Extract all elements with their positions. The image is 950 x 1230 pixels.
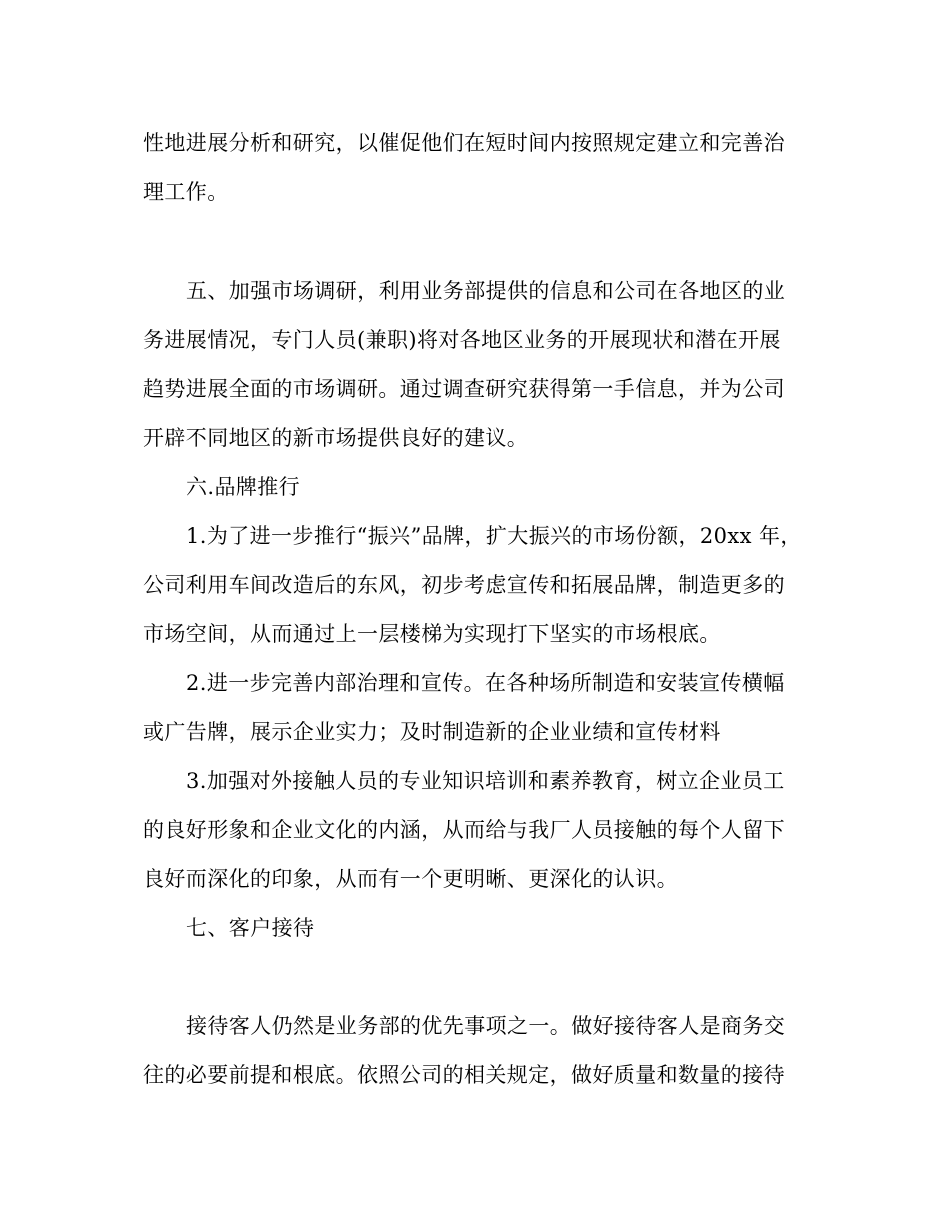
- section-five-line: 五、加强市场调研，利用业务部提供的信息和公司在各地区的业: [186, 279, 786, 303]
- reception-paragraph-line: 接待客人仍然是业务部的优先事项之一。做好接待客人是商务交: [186, 1014, 786, 1038]
- paragraph-line: 理工作。: [143, 180, 229, 204]
- paragraph-line: 务进展情况，专门人员(兼职)将对各地区业务的开展现状和潜在开展: [143, 328, 781, 352]
- paragraph-line: 开辟不同地区的新市场提供良好的建议。: [143, 426, 529, 450]
- item-3-line: 3.加强对外接触人员的专业知识培训和素养教育，树立企业员工: [186, 769, 785, 793]
- item-1-line: 1.为了进一步推行“振兴”品牌，扩大振兴的市场份额，20xx 年，: [186, 524, 802, 548]
- paragraph-line: 往的必要前提和根底。依照公司的相关规定，做好质量和数量的接待: [143, 1063, 785, 1087]
- paragraph-line: 的良好形象和企业文化的内涵，从而给与我厂人员接触的每个人留下: [143, 818, 785, 842]
- item-2-line: 2.进一步完善内部治理和宣传。在各种场所制造和安装宣传横幅: [186, 671, 785, 695]
- section-seven-heading: 七、客户接待: [186, 916, 315, 940]
- paragraph-line: 良好而深化的印象，从而有一个更明晰、更深化的认识。: [143, 867, 678, 891]
- paragraph-line: 性地进展分析和研究，以催促他们在短时间内按照规定建立和完善治: [143, 131, 785, 155]
- paragraph-line: 或广告牌，展示企业实力；及时制造新的企业业绩和宣传材料: [143, 720, 721, 744]
- paragraph-line: 趋势进展全面的市场调研。通过调查研究获得第一手信息，并为公司: [143, 377, 785, 401]
- paragraph-line: 市场空间，从而通过上一层楼梯为实现打下坚实的市场根底。: [143, 622, 721, 646]
- paragraph-line: 公司利用车间改造后的东风，初步考虑宣传和拓展品牌，制造更多的: [143, 573, 785, 597]
- section-six-heading: 六.品牌推行: [186, 475, 301, 499]
